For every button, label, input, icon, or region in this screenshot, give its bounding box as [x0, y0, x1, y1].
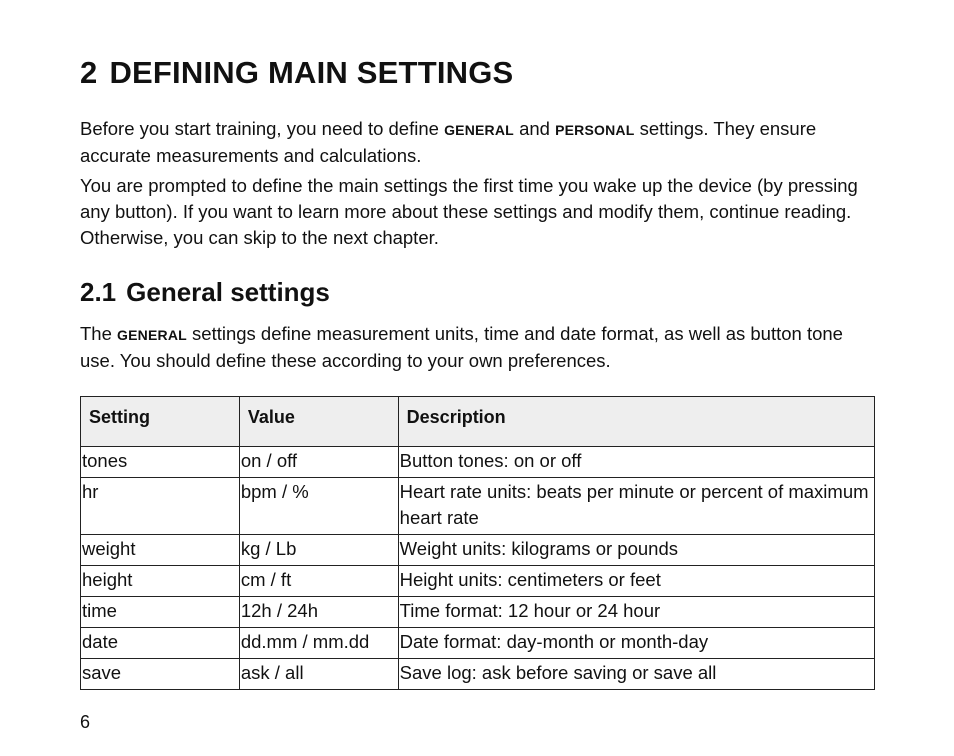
table-row: [81, 447, 875, 478]
setting-cell: date: [81, 628, 240, 659]
value-cell: 12h / 24h: [239, 597, 398, 628]
general-term: GENERAL: [117, 327, 187, 343]
section-text: The: [80, 323, 118, 344]
page-number: 6: [80, 712, 91, 732]
general-term: GENERAL: [444, 122, 514, 138]
table-row: [81, 628, 875, 659]
value-cell: kg / Lb: [239, 535, 398, 566]
section-number: 2.1: [80, 277, 117, 307]
section-heading: [80, 277, 330, 308]
intro-text: settings. They ensure accurate measurements and calculations.: [80, 118, 817, 166]
intro-text: and: [513, 118, 556, 139]
intro-paragraph-1: [80, 116, 880, 169]
chapter-number: 2: [80, 55, 98, 90]
section-paragraph: [80, 321, 880, 374]
description-cell: Save log: ask before saving or save all: [398, 659, 874, 690]
section-text: settings define measurement units, time and date format, as well as button tone use. You should define these according to your own preferences.: [80, 323, 843, 371]
settings-table: [80, 396, 875, 690]
setting-cell: time: [81, 597, 240, 628]
intro-text: Before you start training, you need to define: [80, 118, 445, 139]
table-row: [81, 535, 875, 566]
setting-cell: height: [81, 566, 240, 597]
value-cell: on / off: [239, 447, 398, 478]
description-cell: Date format: day-month or month-day: [398, 628, 874, 659]
personal-term: PERSONAL: [555, 122, 635, 138]
table-header-row: [81, 397, 875, 447]
intro-paragraph-2: You are prompted to define the main settings the first time you wake up the device (by pressing any button). If you want to learn more about these settings and modify them, continue reading. Otherwise, you can skip to the next chapter.: [80, 175, 858, 248]
setting-cell: hr: [81, 478, 240, 535]
setting-cell: save: [81, 659, 240, 690]
chapter-heading: [80, 55, 513, 91]
description-cell: Weight units: kilograms or pounds: [398, 535, 874, 566]
table-row: [81, 478, 875, 535]
table-row: [81, 566, 875, 597]
table-row: [81, 659, 875, 690]
description-cell: Height units: centimeters or feet: [398, 566, 874, 597]
value-cell: ask / all: [239, 659, 398, 690]
table-row: [81, 597, 875, 628]
setting-cell: tones: [81, 447, 240, 478]
setting-cell: weight: [81, 535, 240, 566]
section-title: General settings: [126, 277, 330, 307]
header-setting: Setting: [81, 397, 240, 447]
chapter-title: DEFINING MAIN SETTINGS: [109, 55, 514, 90]
value-cell: bpm / %: [239, 478, 398, 535]
header-description: Description: [398, 397, 874, 447]
description-cell: Button tones: on or off: [398, 447, 874, 478]
value-cell: cm / ft: [239, 566, 398, 597]
header-value: Value: [239, 397, 398, 447]
value-cell: dd.mm / mm.dd: [239, 628, 398, 659]
description-cell: Heart rate units: beats per minute or percent of maximum heart rate: [398, 478, 874, 535]
description-cell: Time format: 12 hour or 24 hour: [398, 597, 874, 628]
